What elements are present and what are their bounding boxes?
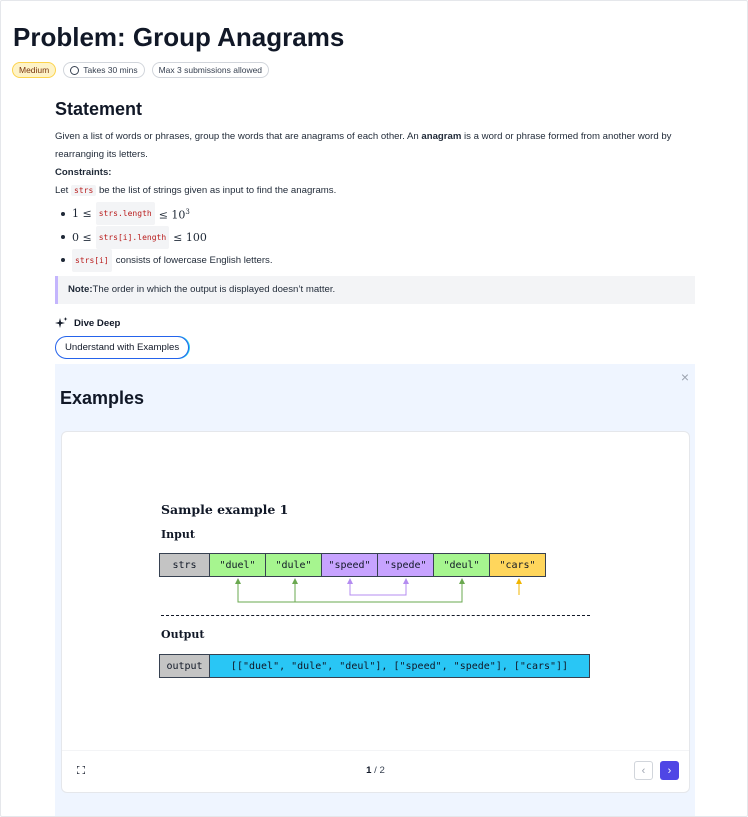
- time-badge-label: Takes 30 mins: [83, 65, 138, 75]
- statement-heading: Statement: [55, 99, 143, 119]
- constraint-item: strs[i] consists of lowercase English letters.: [61, 249, 695, 272]
- constraint-item: 0 ≤ strs[i].length ≤ 100: [61, 226, 695, 249]
- input-cell: "deul": [433, 553, 490, 577]
- output-label: Output: [161, 628, 205, 641]
- anagram-group-connectors: [62, 432, 689, 632]
- input-cell: "spede": [377, 553, 434, 577]
- intro-text-after: is a word or phrase formed from another word by rearranging its letters.: [55, 131, 672, 160]
- output-name-cell: output: [159, 654, 210, 678]
- section-divider: [161, 615, 590, 616]
- dive-deep-label: Dive Deep: [74, 317, 121, 329]
- slide-pager: [62, 765, 689, 776]
- strs-code: strs: [71, 185, 96, 196]
- statement-section: [55, 99, 695, 359]
- time-badge: [63, 62, 144, 78]
- example-slide-card: [61, 431, 690, 793]
- next-slide-button[interactable]: [660, 761, 679, 780]
- note-callout: Note: The order in which the output is displayed doesn’t matter.: [55, 276, 695, 304]
- understand-examples-button[interactable]: Understand with Examples: [55, 336, 189, 359]
- input-cell: "dule": [265, 553, 322, 577]
- input-cell: "cars": [489, 553, 546, 577]
- submissions-badge: Max 3 submissions allowed: [152, 62, 269, 78]
- dive-deep-header: [55, 317, 695, 330]
- sparkle-icon: [55, 317, 68, 330]
- chevron-left-icon: ‹: [641, 764, 646, 777]
- constraints-list: [55, 202, 695, 272]
- bullet-dot: [61, 212, 65, 216]
- constraint-item: 1 ≤ strs.length ≤ $10^3$: [61, 202, 695, 226]
- intro-text-before: Given a list of words or phrases, group the words that are anagrams of each other. An: [55, 131, 422, 142]
- slide-footer: [62, 750, 689, 792]
- badge-row: [12, 62, 269, 78]
- anagram-term: anagram: [421, 131, 462, 142]
- input-cell: "speed": [321, 553, 378, 577]
- page-title: Problem: Group Anagrams: [13, 22, 345, 52]
- clock-icon: [70, 66, 79, 75]
- input-cell: "duel": [209, 553, 266, 577]
- chevron-right-icon: ›: [667, 764, 672, 777]
- difficulty-badge: Medium: [12, 62, 56, 78]
- close-icon[interactable]: ×: [680, 369, 689, 385]
- previous-slide-button[interactable]: [634, 761, 653, 780]
- page-total: / 2: [371, 765, 385, 776]
- statement-intro: [55, 128, 695, 164]
- let-sentence: Let strs be the list of strings given as input to find the anagrams.: [55, 185, 337, 196]
- output-value-cell: [["duel", "dule", "deul"], ["speed", "spede"], ["cars"]]: [209, 654, 590, 678]
- input-name-cell: strs: [159, 553, 210, 577]
- output-array: [160, 654, 590, 678]
- constraints-label: Constraints:: [55, 167, 112, 178]
- sample-example-title: Sample example 1: [161, 502, 289, 517]
- input-label: Input: [161, 528, 195, 541]
- bullet-dot: [61, 258, 65, 262]
- examples-heading: Examples: [60, 388, 145, 408]
- page-current: 1: [366, 765, 372, 776]
- examples-panel: [55, 364, 695, 817]
- bullet-dot: [61, 235, 65, 239]
